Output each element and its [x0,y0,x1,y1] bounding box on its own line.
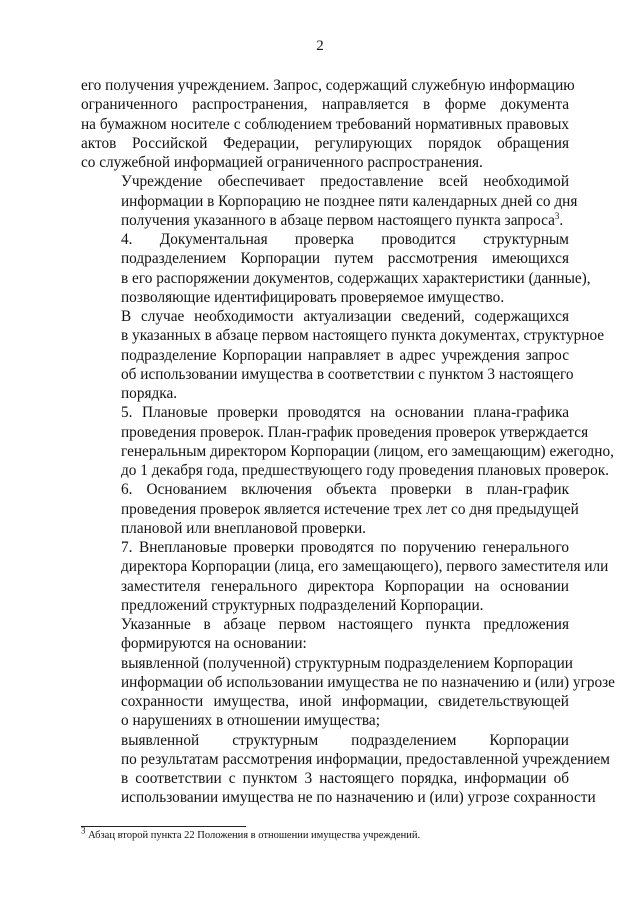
text-line [81,115,569,134]
line-text: ограниченного распространения, направляется в форме документа [81,96,569,114]
line-text: до 1 декабря года, предшествующего году проведения плановых проверок. [121,462,609,479]
text-line [81,288,569,307]
document-body [81,76,615,808]
page-number: 2 [316,38,324,54]
text-line [81,76,575,95]
line-text: выявленной (полученной) структурным подразделением Корпорации [121,654,573,672]
text-line [81,731,569,750]
text-line [81,365,574,384]
line-text: проведения проверок. План-график проведения проверок утверждается [121,423,589,441]
line-text: В случае необходимости актуализации сведений, содержащихся [121,308,569,325]
text-line [81,596,569,615]
line-text: в его распоряжении документов, содержащих характеристики (данные), [121,269,591,287]
line-text: на бумажном носителе с соблюдением требований нормативных правовых [81,115,569,133]
line-text: Указанные в абзаце первом настоящего пункта предложения [121,616,569,633]
text-line [81,615,569,634]
line-text: об использовании имущества в соответствии с пунктом 3 настоящего [121,365,574,383]
line-text: выявленной структурным подразделением Корпорации [121,731,569,749]
paragraph [81,480,579,538]
line-text: в соответствии с пунктом 3 настоящего порядка, информации об [121,770,569,787]
text-line [81,654,573,673]
line-text: актов Российской Федерации, регулирующих порядок обращения [81,134,569,152]
text-line [81,480,569,499]
footnote-marker: 3 [81,825,86,836]
line-text: сохранности имущества, иной информации, свидетельствующей [121,693,569,710]
line-text: плановой или внеплановой проверки. [121,519,366,537]
text-line [81,192,578,211]
line-text: подразделением Корпорации путем рассмотрения имеющихся [121,250,569,268]
text-line [81,211,569,230]
line-text: информации в Корпорацию не позднее пяти календарных дней со дня [121,192,578,210]
line-text: формируются на основании: [121,635,307,653]
line-text: информации об использовании имущества не по назначению и (или) угрозе [121,673,615,691]
line-text: получения указанного в абзаце первом настоящего пункта запроса [121,211,555,229]
paragraph [81,307,605,403]
text-line [81,577,569,596]
line-text: позволяющие идентифицировать проверяемое имущество. [121,288,505,306]
text-line [81,172,569,191]
paragraph [81,230,591,307]
footnote-reference[interactable]: 3 [554,210,560,221]
line-text: использовании имущества не по назначению и (или) угрозе сохранности [121,789,596,807]
paragraph [81,615,569,654]
footnote-divider [81,826,246,827]
text-line [81,557,609,576]
line-text: генеральным директором Корпорации (лицом, его замещающим) ежегодно, [121,442,614,460]
paragraph [81,403,614,480]
line-text: подразделение Корпорации направляет в адрес учреждения запрос [121,346,569,364]
footnote-text: Абзац второй пункта 22 Положения в отношении имущества учреждений. [88,830,421,841]
text-line [81,403,569,422]
text-line [81,673,615,692]
text-line [81,423,589,442]
paragraph [81,76,575,172]
text-line [81,461,609,480]
text-line [81,153,569,172]
paragraph [81,538,609,615]
line-text: Учреждение обеспечивает предоставление всей необходимой [121,173,569,191]
text-line [81,750,610,769]
line-text: о нарушениях в отношении имущества; [121,712,380,730]
line-text: со служебной информацией ограниченного распространения. [81,154,483,171]
line-text: проведения проверок является истечение трех лет со дня предыдущей [121,500,579,518]
text-line [81,634,569,653]
line-text: в указанных в абзаце первом настоящего пункта документах, структурное [121,327,605,345]
text-line [81,326,605,345]
line-text: порядка. [121,385,178,402]
line-text: 4. Документальная проверка проводится структурным [121,231,569,248]
text-line [81,769,569,788]
text-line [81,538,569,557]
line-text: директора Корпорации (лица, его замещающего), первого заместителя или [121,558,609,576]
line-text: 5. Плановые проверки проводятся на основании плана-графика [121,404,569,422]
text-line [81,95,569,114]
text-line [81,384,569,403]
paragraph [81,172,578,230]
line-text: предложений структурных подразделений Корпорации. [121,596,484,614]
footnote [81,825,569,842]
text-line [81,711,569,730]
text-line [81,519,569,538]
text-line [81,230,569,249]
paragraph [81,731,610,808]
line-tail: . [559,211,564,229]
text-line [81,692,569,711]
line-text: заместителя генерального директора Корпорации на основании [121,577,569,595]
line-text: его получения учреждением. Запрос, содержащий служебную информацию [81,77,575,94]
text-line [81,500,579,519]
line-text: 7. Внеплановые проверки проводятся по поручению генерального [121,539,569,556]
text-line [81,249,569,268]
text-line [81,307,569,326]
paragraph [81,654,615,731]
line-text: по результатам рассмотрения информации, предоставленной учреждением [121,750,610,768]
text-line [81,134,569,153]
text-line [81,788,596,807]
text-line [81,442,614,461]
line-text: 6. Основанием включения объекта проверки в план-график [121,481,569,499]
text-line [81,346,569,365]
text-line [81,269,591,288]
